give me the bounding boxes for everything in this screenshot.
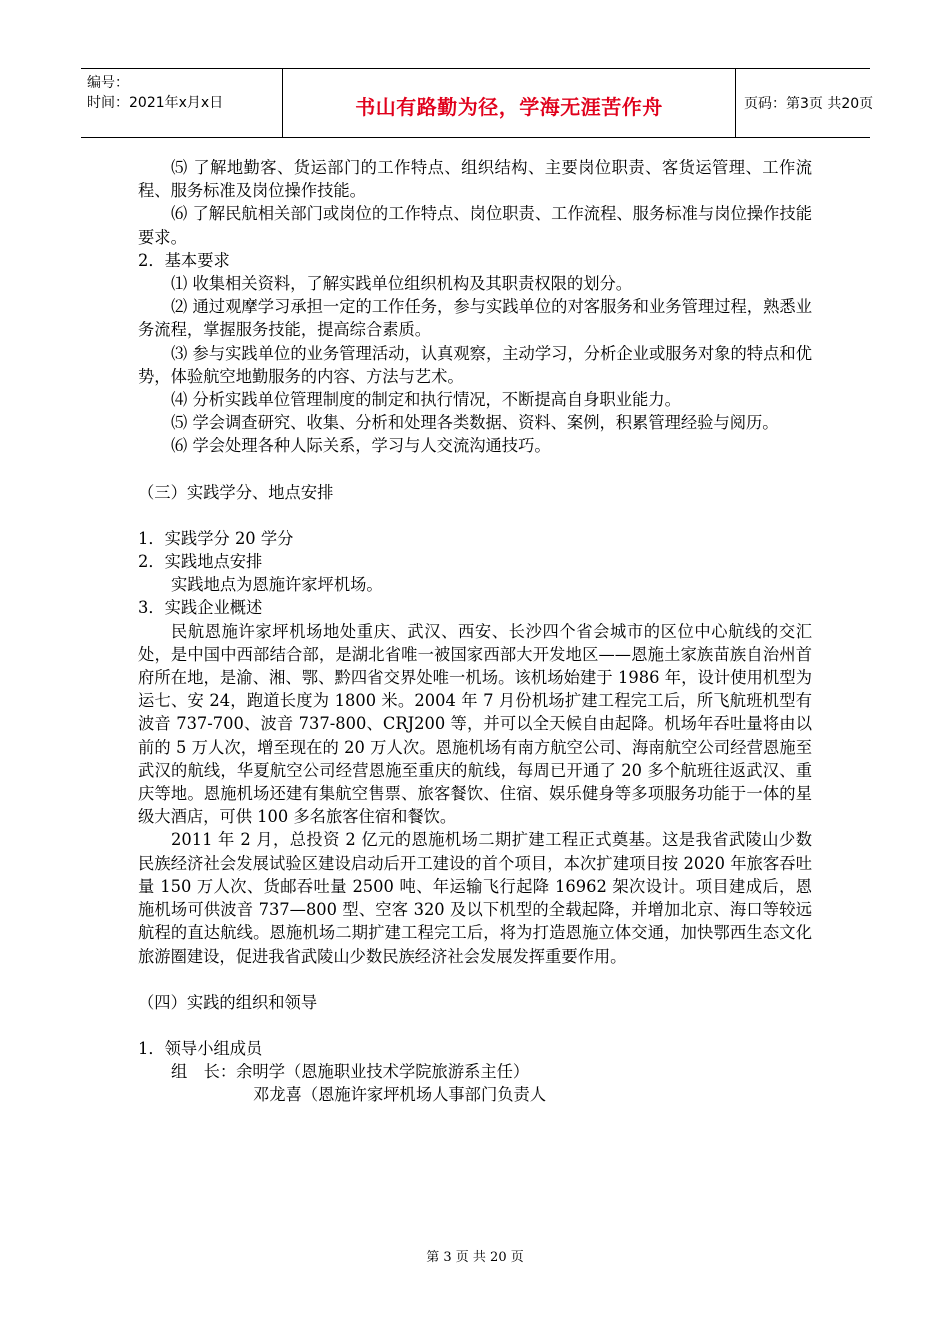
paragraph: 实践地点为恩施许家坪机场。	[171, 575, 383, 595]
list-item: ⑵ 通过观摩学习承担一定的工作任务，参与实践单位的对客服务和业务管理过程，熟悉业务流程，掌握服务技能，提高综合素质。	[138, 297, 812, 340]
page-header	[81, 68, 874, 138]
subsection-heading: 2．基本要求	[138, 250, 230, 270]
header-meta-cell	[81, 69, 283, 137]
subsection-heading: 2．实践地点安排	[138, 552, 263, 572]
section-heading: （三）实践学分、地点安排	[138, 482, 334, 502]
paragraph: 民航恩施许家坪机场地处重庆、武汉、西安、长沙四个省会城市的区位中心航线的交汇处，是中国中西部结合部，是湖北省唯一被国家西部大开发地区——恩施土家族苗族自治州首府所在地，是渝、湘、鄂、黔四省交界处唯一机场。该机场始建于 1986 年，设计使用机型为运七、安 24，跑道长度为 1800 米。2004 年 7 月份机场扩建工程完工后，所飞航班机型有波音 737-700、波音 737-800、CRJ200 等，并可以全天候自由起降。机场年吞吐量将由以前的 5 万人次，增至现在的 20 万人次。恩施机场有南方航空公司、海南航空公司经营恩施至武汉的航线，华夏航空公司经营恩施至重庆的航线，每周已开通了 20 多个航班往返武汉、重庆等地。恩施机场还建有集航空售票、旅客餐饮、住宿、娱乐健身等多项服务功能于一体的星级大酒店，可供 100 多名旅客住宿和餐饮。	[138, 621, 812, 827]
header-motto: 书山有路勤为径，学海无涯苦作舟	[355, 95, 663, 119]
header-page-code: 页码：第3页 共20页	[744, 96, 874, 112]
document-time-label: 时间：2021年x月x日	[87, 95, 224, 111]
section-heading: （四）实践的组织和领导	[138, 992, 318, 1012]
list-item: ⑸ 学会调查研究、收集、分析和处理各类数据、资料、案例，积累管理经验与阅历。	[171, 413, 779, 433]
subsection-heading: 3．实践企业概述	[138, 598, 263, 618]
header-page-cell	[736, 69, 874, 137]
subsection-heading: 1．领导小组成员	[138, 1038, 263, 1058]
document-body	[138, 156, 812, 1107]
list-item: ⑹ 学会处理各种人际关系，学习与人交流沟通技巧。	[171, 436, 551, 456]
leader-entry: 邓龙喜（恩施许家坪机场人事部门负责人	[253, 1085, 547, 1105]
document-number-label: 编号：	[87, 75, 129, 91]
subsection-heading: 1．实践学分 20 学分	[138, 528, 294, 548]
header-motto-cell	[283, 69, 736, 137]
paragraph: 2011 年 2 月，总投资 2 亿元的恩施机场二期扩建工程正式奠基。这是我省武陵山少数民族经济社会发展试验区建设启动后开工建设的首个项目，本次扩建项目按 2020 年旅客吞吐量 150 万人次、货邮吞吐量 2500 吨、年运输飞行起降 16962 架次设计。项目建成后，恩施机场可供波音 737—800 型、空客 320 及以下机型的全载起降，并增加北京、海口等较远航程的直达航线。恩施机场二期扩建工程完工后，将为打造恩施立体交通，加快鄂西生态文化旅游圈建设，促进我省武陵山少数民族经济社会发展发挥重要作用。	[138, 830, 812, 966]
list-item: ⑴ 收集相关资料，了解实践单位组织机构及其职责权限的划分。	[171, 274, 633, 294]
list-item: ⑶ 参与实践单位的业务管理活动，认真观察，主动学习，分析企业或服务对象的特点和优势，体验航空地勤服务的内容、方法与艺术。	[138, 343, 812, 386]
leader-entry: 组 长：余明学（恩施职业技术学院旅游系主任）	[171, 1062, 530, 1082]
page-footer: 第 3 页 共 20 页	[426, 1250, 524, 1265]
list-item: ⑷ 分析实践单位管理制度的制定和执行情况，不断提高自身职业能力。	[171, 390, 681, 410]
paragraph: ⑹ 了解民航相关部门或岗位的工作特点、岗位职责、工作流程、服务标准与岗位操作技能要求。	[138, 204, 812, 247]
paragraph: ⑸ 了解地勤客、货运部门的工作特点、组织结构、主要岗位职责、客货运管理、工作流程、服务标准及岗位操作技能。	[138, 158, 812, 201]
